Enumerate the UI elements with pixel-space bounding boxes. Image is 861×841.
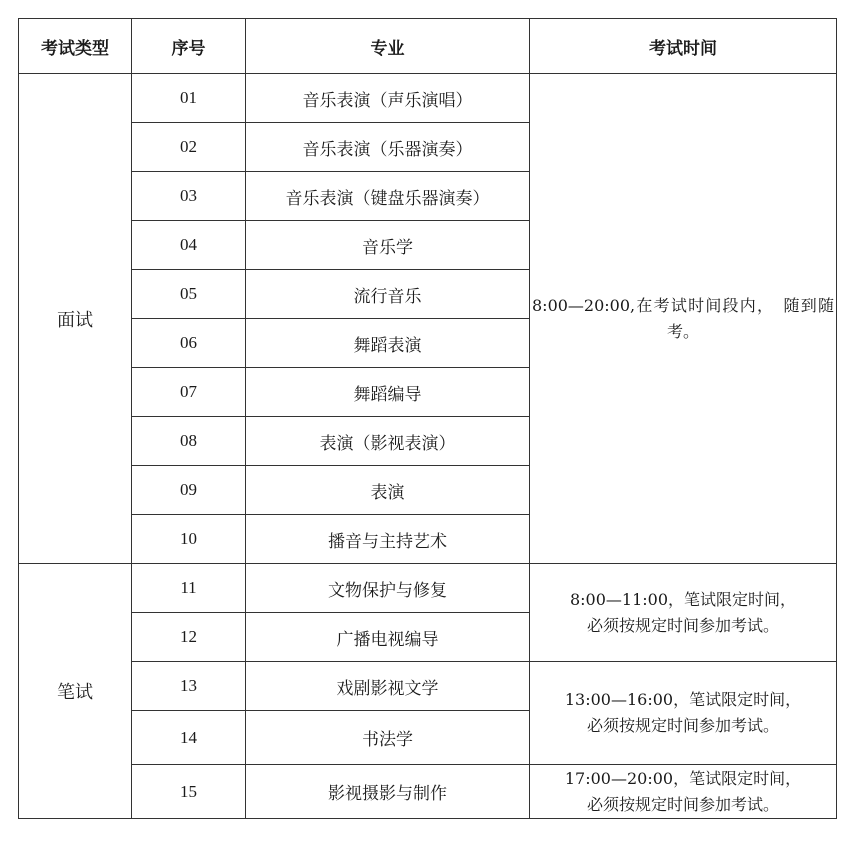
row-major: 表演（影视表演） [246,417,530,466]
row-index: 01 [132,74,246,123]
table-row [19,765,837,819]
written-time-3 [530,765,837,819]
time-line: 17:00—20:00，笔试限定时间， [564,768,802,788]
row-index: 06 [132,319,246,368]
row-index: 03 [132,172,246,221]
row-major: 播音与主持艺术 [246,515,530,564]
row-major: 广播电视编导 [246,613,530,662]
row-major: 表演 [246,466,530,515]
row-major: 舞蹈编导 [246,368,530,417]
written-time-1 [530,564,837,662]
row-major: 舞蹈表演 [246,319,530,368]
header-row [19,19,837,74]
time-line: 必须按规定时间参加考试。 [586,716,779,735]
row-index: 15 [132,765,246,819]
row-index: 08 [132,417,246,466]
table-row [19,564,837,613]
header-index: 序号 [132,19,246,74]
time-line: 必须按规定时间参加考试。 [586,794,779,814]
row-major: 音乐表演（声乐演唱） [246,74,530,123]
row-index: 05 [132,270,246,319]
row-index: 12 [132,613,246,662]
exam-type-interview: 面试 [19,74,132,564]
row-major: 音乐学 [246,221,530,270]
row-major: 流行音乐 [246,270,530,319]
row-index: 14 [132,711,246,765]
row-major: 音乐表演（乐器演奏） [246,123,530,172]
row-major: 书法学 [246,711,530,765]
row-index: 10 [132,515,246,564]
exam-type-written: 笔试 [19,564,132,819]
time-line: 13:00—16:00，笔试限定时间， [564,690,802,709]
row-major: 影视摄影与制作 [246,765,530,819]
row-index: 07 [132,368,246,417]
row-index: 09 [132,466,246,515]
time-line: 必须按规定时间参加考试。 [586,615,779,635]
time-line: 8:00—11:00，笔试限定时间， [569,589,797,609]
row-index: 13 [132,662,246,711]
header-exam-time: 考试时间 [530,19,837,74]
row-major: 戏剧影视文学 [246,662,530,711]
exam-schedule-table [18,18,837,819]
header-exam-type: 考试类型 [19,19,132,74]
written-time-2 [530,662,837,765]
row-major: 音乐表演（键盘乐器演奏） [246,172,530,221]
table-row [19,662,837,711]
row-index: 02 [132,123,246,172]
row-major: 文物保护与修复 [246,564,530,613]
row-index: 04 [132,221,246,270]
row-index: 11 [132,564,246,613]
interview-time: 8:00—20:00,在考试时间段内， 随到随考。 [530,74,837,564]
header-major: 专业 [246,19,530,74]
table-row [19,74,837,123]
